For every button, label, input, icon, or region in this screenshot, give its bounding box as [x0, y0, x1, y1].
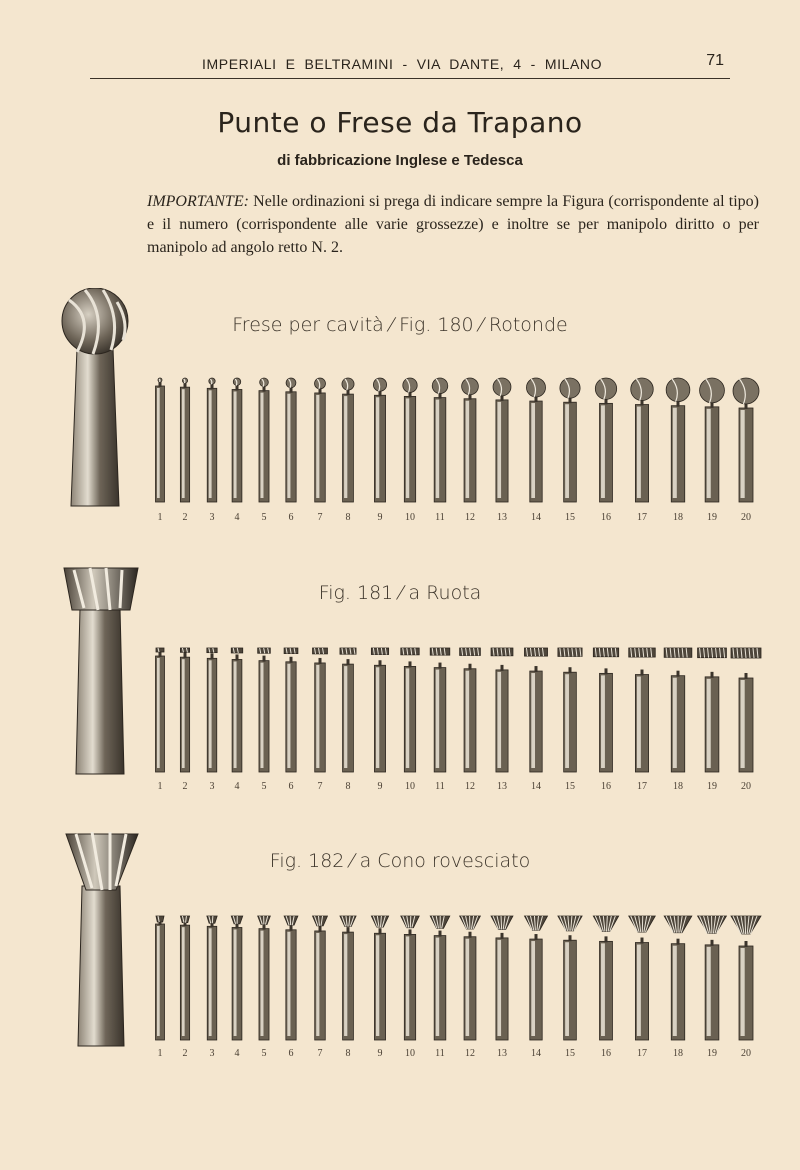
bur-cone-11: [430, 916, 450, 1040]
header-text: IMPERIALI E BELTRAMINI - VIA DANTE, 4 - MILANO: [202, 56, 603, 72]
bur-wheel-4: [231, 648, 242, 772]
size-number: 1: [157, 512, 163, 523]
size-number: 6: [288, 512, 294, 523]
order-notice: [147, 190, 759, 259]
bur-cone-9: [371, 916, 388, 1040]
size-number: 10: [405, 512, 415, 523]
size-number: 2: [182, 1048, 188, 1059]
size-number: 16: [601, 781, 611, 792]
size-number: 7: [317, 781, 323, 792]
size-number: 19: [707, 512, 717, 523]
bur-round-16: [595, 378, 616, 502]
size-number: 8: [345, 512, 351, 523]
size-number: 4: [234, 512, 240, 523]
bur-wheel-11: [430, 648, 450, 772]
bur-wheel-1: [156, 648, 165, 772]
size-number: 17: [637, 512, 647, 523]
page-subtitle: di fabbricazione Inglese e Tedesca: [277, 152, 523, 169]
size-number: 15: [565, 512, 575, 523]
bur-wheel-7: [313, 648, 328, 772]
bur-wheel-17: [629, 648, 656, 772]
bur-round-8: [342, 378, 354, 502]
bur-cone-15: [558, 916, 582, 1040]
bur-wheel-14: [524, 648, 547, 772]
size-number: 12: [465, 1048, 475, 1059]
size-number: 14: [531, 1048, 541, 1059]
bur-cone-18: [664, 916, 692, 1040]
bur-cone-16: [593, 916, 618, 1040]
size-number: 18: [673, 781, 683, 792]
bur-cone-4: [231, 916, 242, 1040]
fig-180-caption: Frese per cavità ⁄ Fig. 180 ⁄ Rotonde: [232, 314, 568, 336]
size-number: 12: [465, 781, 475, 792]
bur-cone-19: [698, 916, 727, 1040]
bur-wheel-3: [207, 648, 217, 772]
fig-182-caption: Fig. 182 ⁄ a Cono rovesciato: [269, 850, 531, 872]
size-number: 5: [261, 512, 267, 523]
bur-wheel-12: [460, 648, 481, 772]
bur-cone-2: [180, 916, 189, 1040]
size-number: 18: [673, 512, 683, 523]
bur-wheel-19: [698, 648, 727, 772]
size-number: 12: [465, 512, 475, 523]
bur-round-20: [733, 378, 759, 502]
page-title: Punte o Frese da Trapano: [217, 106, 583, 139]
size-number: 2: [182, 512, 188, 523]
notice-body: Nelle ordinazioni si prega di indicare sempre la Figura (corrispondente al tipo) e il numero (corrispondente alle varie grossezze) e inoltre se per manipolo diritto o per manipolo ad angolo retto N. 2.: [147, 193, 759, 256]
size-number: 16: [601, 512, 611, 523]
page-header: [90, 52, 730, 79]
size-number: 1: [157, 1048, 163, 1059]
size-number: 15: [565, 781, 575, 792]
bur-wheel-10: [401, 648, 419, 772]
bur-wheel-8: [340, 648, 356, 772]
bur-round-14: [526, 378, 545, 502]
fig-181-bur-row: [140, 640, 780, 780]
size-number: 6: [288, 1048, 294, 1059]
size-number: 20: [741, 512, 751, 523]
size-number: 3: [209, 1048, 215, 1059]
bur-round-4: [232, 378, 242, 502]
size-number: 14: [531, 781, 541, 792]
bur-cone-20: [731, 916, 761, 1040]
bur-cone-12: [460, 916, 481, 1040]
bur-round-15: [560, 378, 580, 502]
bur-cone-5: [258, 916, 271, 1040]
bur-cone-1: [156, 916, 165, 1040]
bur-round-7: [315, 378, 326, 502]
bur-cone-10: [401, 916, 419, 1040]
bur-round-2: [180, 378, 189, 502]
fig-182-bur-row: [140, 908, 780, 1048]
size-number: 2: [182, 781, 188, 792]
size-number: 8: [345, 781, 351, 792]
bur-cone-3: [207, 916, 217, 1040]
bur-round-13: [493, 378, 511, 502]
fig-180-size-numbers: [140, 512, 780, 528]
size-number: 6: [288, 781, 294, 792]
bur-round-3: [207, 378, 217, 502]
size-number: 19: [707, 1048, 717, 1059]
size-number: 20: [741, 1048, 751, 1059]
bur-cone-6: [284, 916, 298, 1040]
size-number: 11: [435, 1048, 445, 1059]
fig-181-caption: Fig. 181 ⁄ a Ruota: [318, 582, 482, 604]
fig-181-size-numbers: [140, 781, 780, 797]
bur-round-18: [666, 378, 690, 502]
size-number: 4: [234, 1048, 240, 1059]
bur-wheel-15: [558, 648, 582, 772]
size-number: 13: [497, 512, 507, 523]
bur-wheel-5: [258, 648, 271, 772]
bur-wheel-2: [180, 648, 189, 772]
size-number: 5: [261, 781, 267, 792]
bur-cone-8: [340, 916, 356, 1040]
bur-wheel-20: [731, 648, 761, 772]
bur-round-19: [700, 378, 725, 502]
bur-wheel-9: [371, 648, 388, 772]
size-number: 16: [601, 1048, 611, 1059]
fig-182-size-numbers: [140, 1048, 780, 1064]
bur-round-5: [259, 378, 269, 502]
size-number: 13: [497, 781, 507, 792]
size-number: 5: [261, 1048, 267, 1059]
size-number: 7: [317, 512, 323, 523]
size-number: 8: [345, 1048, 351, 1059]
size-number: 19: [707, 781, 717, 792]
bur-round-6: [286, 378, 296, 502]
bur-round-17: [631, 378, 654, 502]
bur-round-10: [403, 378, 417, 502]
fig-180-bur-row: [140, 370, 780, 510]
bur-cone-13: [491, 916, 513, 1040]
bur-wheel-18: [664, 648, 692, 772]
size-number: 20: [741, 781, 751, 792]
size-number: 11: [435, 512, 445, 523]
bur-round-11: [432, 378, 448, 502]
bur-wheel-16: [593, 648, 618, 772]
bur-round-12: [462, 378, 479, 502]
size-number: 15: [565, 1048, 575, 1059]
size-number: 10: [405, 1048, 415, 1059]
bur-wheel-6: [284, 648, 298, 772]
bur-round-9: [373, 378, 386, 502]
bur-wheel-13: [491, 648, 513, 772]
size-number: 10: [405, 781, 415, 792]
size-number: 3: [209, 512, 215, 523]
bur-cone-14: [524, 916, 547, 1040]
size-number: 9: [377, 781, 383, 792]
size-number: 14: [531, 512, 541, 523]
size-number: 17: [637, 781, 647, 792]
notice-lead: IMPORTANTE:: [147, 193, 249, 210]
size-number: 4: [234, 781, 240, 792]
size-number: 18: [673, 1048, 683, 1059]
page-number: 71: [706, 52, 724, 69]
size-number: 13: [497, 1048, 507, 1059]
size-number: 3: [209, 781, 215, 792]
size-number: 11: [435, 781, 445, 792]
size-number: 7: [317, 1048, 323, 1059]
bur-cone-7: [313, 916, 328, 1040]
size-number: 9: [377, 512, 383, 523]
bur-round-1: [156, 378, 165, 502]
size-number: 17: [637, 1048, 647, 1059]
bur-cone-17: [629, 916, 656, 1040]
size-number: 9: [377, 1048, 383, 1059]
size-number: 1: [157, 781, 163, 792]
